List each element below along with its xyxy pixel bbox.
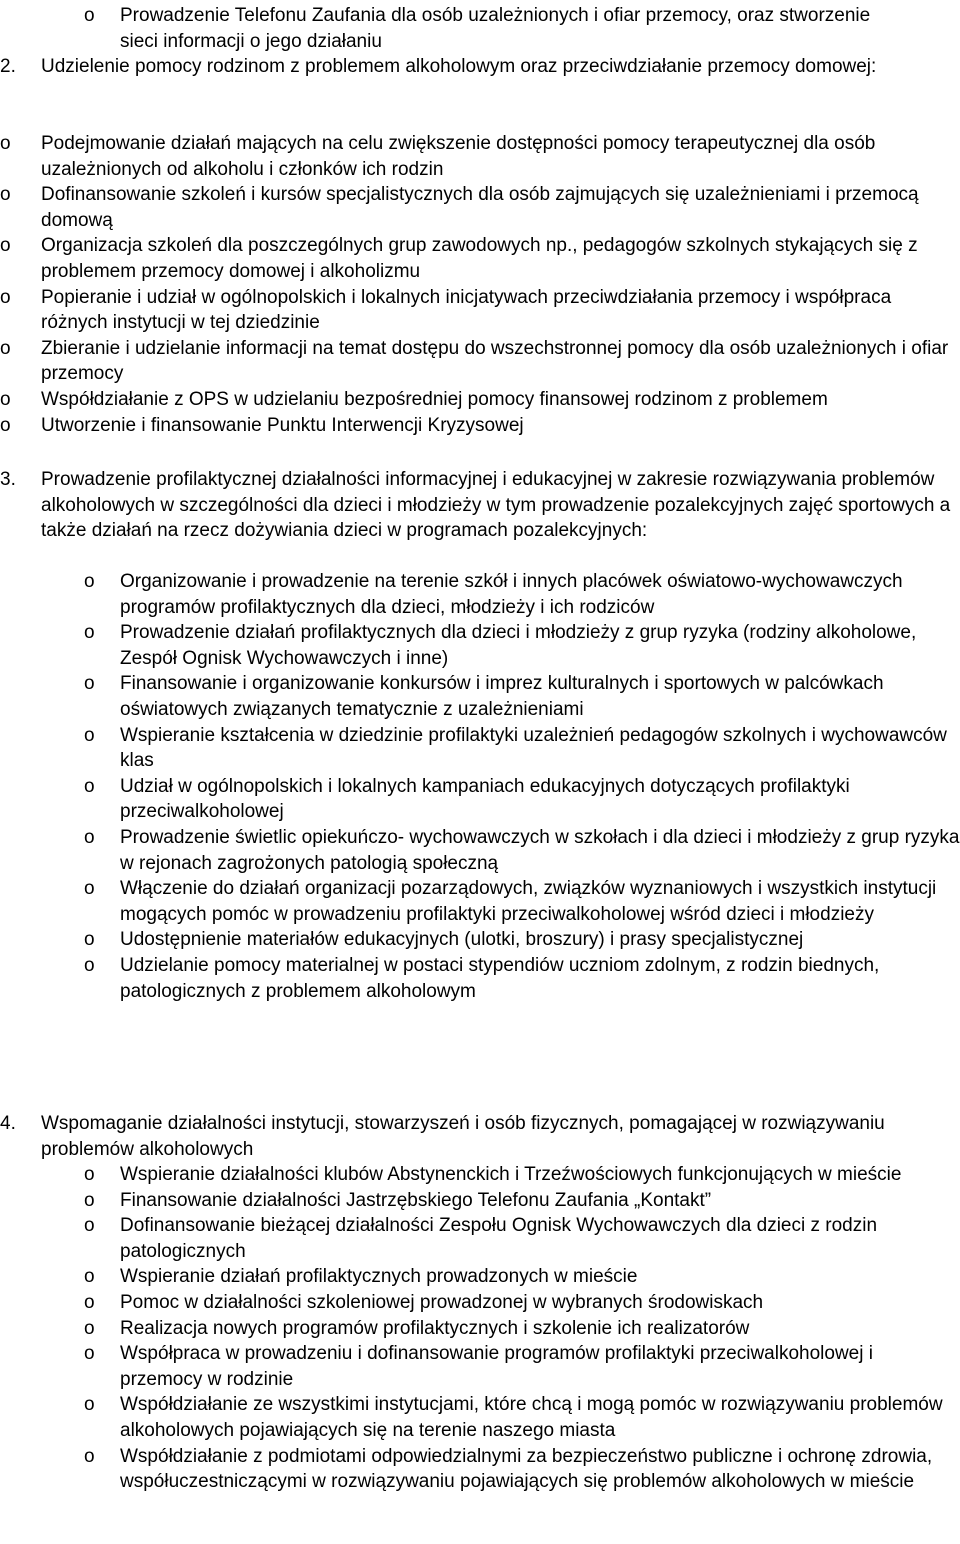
list-item-text: Popieranie i udział w ogólnopolskich i lokalnych inicjatywach przeciwdziałania przemocy i współpraca różnych instytucji w tej dziedzinie <box>41 286 892 334</box>
list-item <box>0 723 960 774</box>
list-item-text: Finansowanie i organizowanie konkursów i imprez kulturalnych i sportowych w palcówkach oświatowych związanych tematycznie z uzależnieniami <box>120 673 884 720</box>
bullet-marker: o <box>84 5 95 26</box>
section-heading: 2. Udzielenie pomocy rodzinom z problemem alkoholowym oraz przeciwdziałanie przemocy domowej: <box>0 54 925 80</box>
bullet-marker: o <box>84 622 95 644</box>
list-item <box>0 387 960 413</box>
bullet-marker: o <box>84 954 95 976</box>
bullet-marker: o <box>0 414 11 436</box>
list-item-text: Współdziałanie z OPS w udzielaniu bezpośredniej pomocy finansowej rodzinom z problemem <box>41 388 828 410</box>
bullet-marker: o <box>84 826 95 848</box>
bullet-marker: o <box>84 1215 95 1237</box>
list-item <box>0 131 960 182</box>
list-item <box>0 1392 960 1443</box>
list-item <box>0 413 960 439</box>
section-number: 4. <box>0 1113 16 1134</box>
list-item-text: Udostępnienie materiałów edukacyjnych (ulotki, broszury) i prasy specjalistycznej <box>120 929 804 951</box>
list-item-text: Udział w ogólnopolskich i lokalnych kampaniach edukacyjnych dotyczących profilaktyki przeciwalkoholowej <box>120 775 850 823</box>
list-item-text: Dofinansowanie szkoleń i kursów specjalistycznych dla osób zajmujących się uzależnieniami i przemocą domową <box>41 184 919 231</box>
bullet-marker: o <box>84 1189 95 1211</box>
section-number: 3. <box>0 469 16 490</box>
list-item <box>0 569 960 620</box>
bullet-marker: o <box>84 1317 95 1339</box>
bullet-marker: o <box>84 1445 95 1467</box>
list-item-text: Dofinansowanie bieżącej działalności Zespołu Ognisk Wychowawczych dla dzieci z rodzin patologicznych <box>120 1215 878 1262</box>
section-4-list <box>0 1162 960 1495</box>
bullet-marker: o <box>84 724 95 746</box>
list-item-text: Wspieranie działań profilaktycznych prowadzonych w mieście <box>120 1266 638 1288</box>
list-item <box>0 336 960 387</box>
section-2 <box>0 54 925 80</box>
list-item-text: Prowadzenie świetlic opiekuńczo- wychowawczych w szkołach i dla dzieci i młodzieży z grup ryzyka w rejonach zagrożonych patologią społeczną <box>120 826 960 874</box>
list-item-text: Wspieranie kształcenia w dziedzinie profilaktyki uzależnień pedagogów szkolnych i wychowawców klas <box>120 724 947 772</box>
bullet-marker: o <box>84 878 95 900</box>
bullet-marker: o <box>84 1394 95 1416</box>
bullet-marker: o <box>84 929 95 951</box>
list-item <box>0 3 900 54</box>
list-item-text: Organizacja szkoleń dla poszczególnych grup zawodowych np., pedagogów szkolnych stykających się z problemem przemocy domowej i alkoholizmu <box>41 235 918 282</box>
list-item <box>0 1162 960 1188</box>
list-item-text: Prowadzenie działań profilaktycznych dla dzieci i młodzieży z grup ryzyka (rodziny alkoholowe, Zespół Ognisk Wychowawczych i inne) <box>120 622 917 669</box>
list-item <box>0 233 960 284</box>
list-item-text: Utworzenie i finansowanie Punktu Interwencji Kryzysowej <box>41 414 524 436</box>
list-item <box>0 774 960 825</box>
list-item <box>0 1213 960 1264</box>
list-item <box>0 182 960 233</box>
bullet-marker: o <box>84 775 95 797</box>
list-item-text: Pomoc w działalności szkoleniowej prowadzonej w wybranych środowiskach <box>120 1291 764 1313</box>
section-3 <box>0 467 955 544</box>
list-item <box>0 1290 960 1316</box>
list-item <box>0 1264 960 1290</box>
section-heading: 3. Prowadzenie profilaktycznej działalności informacyjnej i edukacyjnej w zakresie rozwiązywania problemów alkoholowych w szczególności dla dzieci i młodzieży w tym prowadzenie pozalekcyjnych zajęć sportowych a także działań na rzecz dożywiania dzieci w programach pozalekcyjnych: <box>0 469 951 542</box>
section-2-list <box>0 131 960 438</box>
list-item-text: Zbieranie i udzielanie informacji na temat dostępu do wszechstronnej pomocy dla osób uzależnionych i ofiar przemocy <box>41 337 949 385</box>
bullet-marker: o <box>84 1164 95 1185</box>
bullet-marker: o <box>84 673 95 695</box>
list-item <box>0 927 960 953</box>
section-number: 2. <box>0 56 16 77</box>
list-item-text: Realizacja nowych programów profilaktycznych i szkolenie ich realizatorów <box>120 1317 750 1339</box>
list-item <box>0 671 960 722</box>
list-item <box>0 1316 960 1342</box>
list-item <box>0 1188 960 1214</box>
section-3-list <box>0 569 960 1004</box>
list-item-text: Współdziałanie ze wszystkimi instytucjami, które chcą i mogą pomóc w rozwiązywaniu problemów alkoholowych pojawiających się na terenie naszego miasta <box>120 1394 943 1441</box>
list-item <box>0 620 960 671</box>
section-heading: 4. Wspomaganie działalności instytucji, stowarzyszeń i osób fizycznych, pomagającej w rozwiązywaniu problemów alkoholowych <box>0 1113 885 1160</box>
intro-list <box>0 3 900 54</box>
list-item <box>0 285 960 336</box>
list-item <box>0 825 960 876</box>
bullet-marker: o <box>0 133 11 154</box>
list-item <box>0 1444 960 1495</box>
bullet-marker: o <box>0 337 11 359</box>
bullet-marker: o <box>84 1291 95 1313</box>
bullet-marker: o <box>84 1266 95 1288</box>
list-item <box>0 1341 960 1392</box>
list-item-text: Podejmowanie działań mających na celu zwiększenie dostępności pomocy terapeutycznej dla osób uzależnionych od alkoholu i członków ich rodzin <box>41 133 876 180</box>
list-item-text: Organizowanie i prowadzenie na terenie szkół i innych placówek oświatowo-wychowawczych programów profilaktycznych dla dzieci, młodzieży i ich rodziców <box>120 571 903 618</box>
list-item-text: Współdziałanie z podmiotami odpowiedzialnymi za bezpieczeństwo publiczne i ochronę zdrowia, współuczestniczącymi w rozwiązywaniu pojawiających się problemów alkoholowych w mieście <box>120 1445 933 1493</box>
bullet-marker: o <box>0 286 11 308</box>
list-item-text: Włączenie do działań organizacji pozarządowych, związków wyznaniowych i wszystkich instytucji mogących pomóc w prowadzeniu profilaktyki przeciwalkoholowej wśród dzieci i młodzieży <box>120 878 937 925</box>
list-item-text: Finansowanie działalności Jastrzębskiego Telefonu Zaufania „Kontakt” <box>120 1189 712 1211</box>
list-item <box>0 876 960 927</box>
list-item-text: Wspieranie działalności klubów Abstynenckich i Trzeźwościowych funkcjonujących w mieście <box>120 1164 902 1185</box>
list-item-text: Współpraca w prowadzeniu i dofinansowanie programów profilaktyki przeciwalkoholowej i przemocy w rodzinie <box>120 1343 873 1390</box>
bullet-marker: o <box>0 235 11 257</box>
bullet-marker: o <box>0 184 11 206</box>
bullet-marker: o <box>0 388 11 410</box>
list-item-text: Prowadzenie Telefonu Zaufania dla osób uzależnionych i ofiar przemocy, oraz stworzenie sieci informacji o jego działaniu <box>120 5 871 52</box>
list-item-text: Udzielanie pomocy materialnej w postaci stypendiów uczniom zdolnym, z rodzin biednych, patologicznych z problemem alkoholowym <box>120 954 880 1002</box>
bullet-marker: o <box>84 1343 95 1365</box>
section-4 <box>0 1111 925 1162</box>
bullet-marker: o <box>84 571 95 592</box>
list-item <box>0 953 960 1004</box>
